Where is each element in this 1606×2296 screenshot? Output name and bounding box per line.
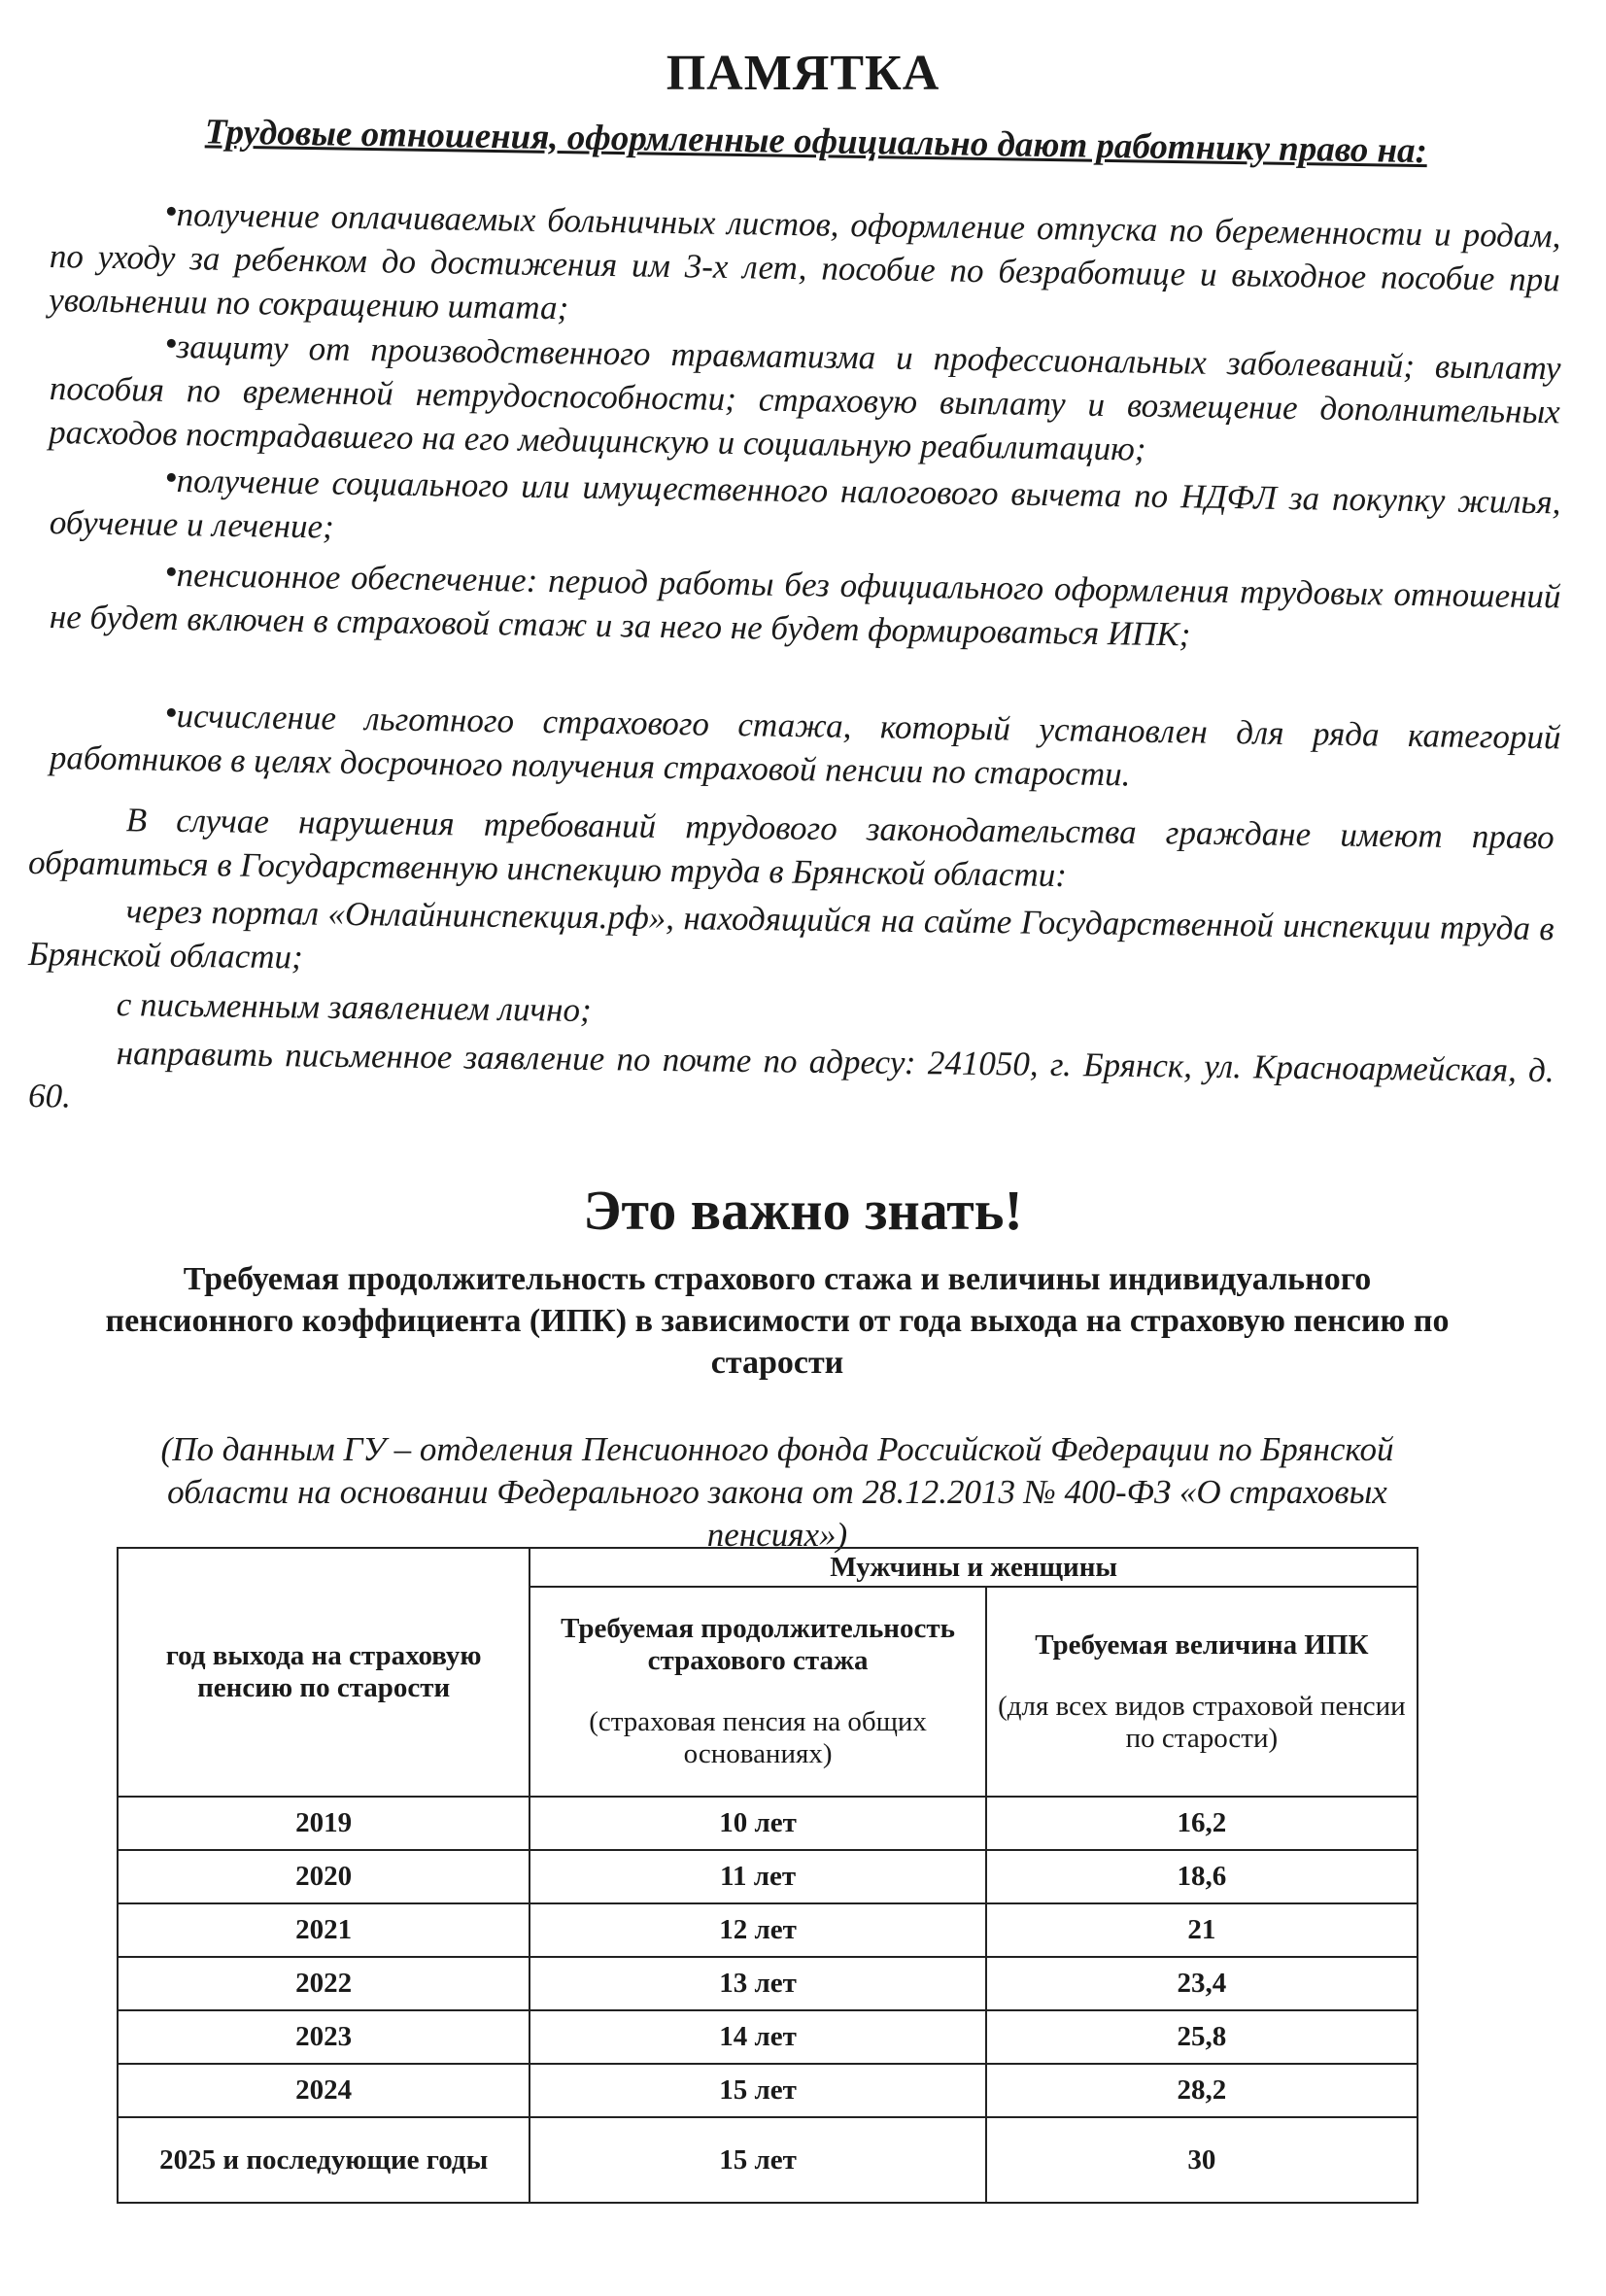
col-year-header: год выхода на страховую пенсию по старости <box>118 1548 530 1797</box>
bullet-dot-icon: • <box>164 190 179 233</box>
pension-table <box>117 1547 1418 2204</box>
col-stazh-note: (страховая пенсия на общих основаниях) <box>589 1706 927 1769</box>
bullet-item: • пенсионное обеспечение: период работы без официального оформления трудовых отношений не будет включен в страховой стаж и за него не будет формироваться ИПК; <box>49 551 1561 654</box>
table-row: 2019 10 лет 16,2 <box>118 1797 1418 1850</box>
table-row: 2022 13 лет 23,4 <box>118 1957 1418 2010</box>
bullet-item: • защиту от производственного травматизма и профессиональных заболеваний; выплату пособия по временной нетрудоспособности; страховую выплату и возмещение дополнительных расходов пострадавшего на его медицинскую и социальную реабилитацию; <box>48 323 1561 468</box>
important-title: Это важно знать! <box>583 1179 1023 1242</box>
bullet-item: • получение социального или имущественного налогового вычета по НДФЛ за покупку жилья, обучение и лечение; <box>49 457 1561 546</box>
violation-paragraph: В случае нарушения требований трудового законодательства граждане имеют право обратиться в Государственную инспекцию труда в Брянской области: <box>27 801 1555 895</box>
way-item: с письменным заявлением лично; <box>116 985 592 1030</box>
page-title: ПАМЯТКА <box>666 46 940 101</box>
source-note: (По данным ГУ – отделения Пенсионного фонда Российской Федерации по Брянской области на основании Федерального закона от 28.12.2013 № 400-ФЗ «О страховых пенсиях») <box>160 1430 1394 1554</box>
table-row: 2024 15 лет 28,2 <box>118 2064 1418 2117</box>
bullet-dot-icon: • <box>164 692 179 735</box>
bullet-dot-icon: • <box>164 457 179 499</box>
col-ipk-note: (для всех видов страховой пенсии по старости) <box>998 1690 1406 1754</box>
bullet-dot-icon: • <box>164 323 179 365</box>
table-row: 2020 11 лет 18,6 <box>118 1850 1418 1903</box>
bullet-item: • получение оплачиваемых больничных листов, оформление отпуска по беременности и родам, по уходу за ребенком до достижения им 3-х лет, пособие по безработице и выходное пособие при увольнении по сокращению штата; <box>48 190 1561 327</box>
col-ipk-header: Требуемая величина ИПК (для всех видов страховой пенсии по старости) <box>986 1587 1418 1797</box>
table-row: 2021 12 лет 21 <box>118 1903 1418 1957</box>
rights-subtitle: Трудовые отношения, оформленные официально дают работнику право на: <box>204 112 1428 172</box>
group-header: Мужчины и женщины <box>530 1548 1418 1587</box>
table-header-row <box>118 1548 1418 1587</box>
table-heading: Требуемая продолжительность страхового стажа и величины индивидуального пенсионного коэффициента (ИПК) в зависимости от года выхода на страховую пенсию по старости <box>105 1261 1450 1381</box>
col-stazh-header: Требуемая продолжительность страхового стажа (страховая пенсия на общих основаниях) <box>530 1587 985 1797</box>
bullet-dot-icon: • <box>164 551 179 594</box>
table-row: 2023 14 лет 25,8 <box>118 2010 1418 2064</box>
table-row: 2025 и последующие годы 15 лет 30 <box>118 2117 1418 2203</box>
way-item: направить письменное заявление по почте по адресу: 241050, г. Брянск, ул. Красноармейская, д. 60. <box>27 1034 1555 1115</box>
bullet-item: • исчисление льготного страхового стажа, который установлен для ряда категорий работников в целях досрочного получения страховой пенсии по старости. <box>49 692 1561 794</box>
way-item: через портал «Онлайнинспекция.рф», находящийся на сайте Государственной инспекции труда в Брянской области; <box>27 892 1555 977</box>
